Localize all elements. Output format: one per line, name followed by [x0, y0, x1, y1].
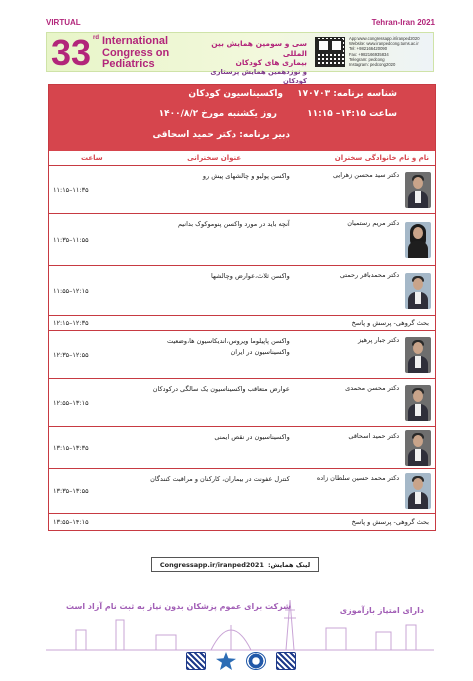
- congress-line-3: Pediatrics: [102, 58, 155, 70]
- talk-title: واکسن ثلاث،عوارض وچالشها: [210, 272, 290, 280]
- talk-time: [49, 331, 135, 378]
- speaker-photo-cell: [401, 166, 435, 213]
- talk-time-text: ۱۲:۱۵–۱۱:۵۵: [53, 286, 89, 295]
- contact-instagram: Instagram: pedcong2020: [349, 62, 396, 68]
- congress-number: 33: [51, 32, 92, 73]
- contact-fax: Fax: +982166935834: [349, 51, 389, 57]
- sponsor-logos: [186, 652, 296, 670]
- talk-time-text: ۱۳:۱۵–۱۲:۵۵: [53, 398, 89, 407]
- speaker-photo: [405, 337, 431, 373]
- program-secretary: دبیر برنامه: دکتر حمید اسحاقی: [152, 130, 290, 140]
- program-time: ساعت ۱۴:۱۵– ۱۱:۱۵: [307, 109, 397, 119]
- talk-time: [49, 427, 135, 468]
- speaker-photo: [405, 430, 431, 466]
- speaker-photo: [405, 385, 431, 421]
- speaker-photo: [405, 273, 431, 309]
- column-header-title: عنوان سخنرانی: [187, 154, 242, 162]
- persian-title: [197, 39, 307, 87]
- persian-title-line-1: سی و سومین همایش بین المللی: [211, 39, 307, 58]
- speaker-name: دکتر سید محسن زهرایی: [333, 171, 400, 179]
- talk-time-text: ۱۴:۱۵–۱۳:۵۵: [53, 518, 89, 526]
- congress-ordinal: rd: [93, 35, 99, 41]
- speaker-photo: [405, 473, 431, 509]
- congress-banner: [46, 32, 434, 85]
- table-row: [49, 331, 435, 379]
- table-row: [49, 379, 435, 427]
- talk-title: عوارض متعاقب واکسیناسیون یک سالگی درکودکان: [152, 385, 290, 393]
- program-code: شناسه برنامه: ۱۷۰۷۰۳: [297, 89, 397, 99]
- speaker-photo-cell: [401, 266, 435, 315]
- speaker-photo-cell: [401, 427, 435, 468]
- congress-link-label: لینک همایش:: [267, 560, 311, 569]
- tehran-skyline-icon: [46, 590, 434, 660]
- program-header: [49, 85, 435, 151]
- table-row: [49, 214, 435, 266]
- talk-time-text: ۱۲:۳۵–۱۲:۱۵: [53, 319, 89, 327]
- column-header-time: ساعت: [80, 154, 103, 162]
- virtual-label: VIRTUAL: [46, 17, 81, 27]
- sponsor-logo-icon: [186, 652, 206, 670]
- speaker-name: دکتر حمید اسحاقی: [348, 432, 400, 440]
- table-column-headers: [49, 151, 435, 166]
- table-row-discussion: [49, 316, 435, 331]
- speaker-photo-cell: [401, 469, 435, 513]
- speaker-photo-cell: [401, 214, 435, 265]
- congress-name: [102, 36, 169, 71]
- talk-title: کنترل عفونت در بیماران، کارکنان و مراقبت کنندگان: [150, 475, 290, 483]
- speaker-photo: [405, 172, 431, 208]
- talk-time: [49, 266, 135, 315]
- talk-time-text: ۱۱:۳۵–۱۱:۱۵: [53, 185, 89, 194]
- table-row: [49, 266, 435, 316]
- contact-app: App:www.congressapp.ir/iranped2020: [349, 36, 420, 41]
- talk-time-text: ۱۳:۵۵–۱۳:۳۵: [53, 487, 89, 495]
- speaker-photo-cell: [401, 379, 435, 426]
- column-header-name: نام و نام خانوادگی سخنران: [334, 154, 429, 162]
- qr-code-icon[interactable]: [315, 37, 345, 67]
- speaker-name: دکتر جبار پرهیز: [358, 336, 400, 344]
- talk-time: [49, 514, 135, 530]
- contact-telegram: Telegram: pedcong: [349, 56, 385, 62]
- talk-time: [49, 166, 135, 213]
- persian-title-line-3: و نوزدهمین همایش پرستاری کودکان: [210, 67, 307, 85]
- speaker-name: دکتر محسن محمدی: [345, 384, 400, 392]
- discussion-label: بحث گروهی- پرسش و پاسخ: [351, 319, 429, 327]
- talk-time: [49, 316, 135, 330]
- talk-time: [49, 469, 135, 513]
- program-date: روز یکشنبه مورخ ۱۴۰۰/۸/۲: [158, 109, 277, 119]
- footer: [46, 590, 434, 675]
- talk-title: واکسیناسیون در نقص ایمنی: [214, 433, 290, 441]
- talk-time-text: ۱۳:۳۵–۱۳:۱۵: [53, 443, 89, 452]
- congress-link-box[interactable]: [151, 557, 319, 572]
- table-row: [49, 166, 435, 214]
- speaker-name: دکتر محمدباقر رحمتی: [339, 271, 400, 279]
- talk-time: [49, 214, 135, 265]
- talk-title: واکسن پاپیلوما ویروس،اندیکاسیون ها،وضعیت واکسیناسیون در ایران: [166, 337, 290, 356]
- program-title: واکسیناسیون کودکان: [188, 89, 283, 99]
- persian-title-line-2: بیماری های کودکان: [235, 58, 307, 67]
- sponsor-logo-icon: [276, 652, 296, 670]
- congress-line-2: Congress on: [102, 46, 170, 59]
- speaker-photo: [405, 222, 431, 258]
- location-label: Tehran-Iran 2021: [371, 17, 435, 27]
- discussion-label: بحث گروهی- پرسش و پاسخ: [351, 518, 429, 526]
- congress-line-1: International: [102, 35, 169, 47]
- speaker-name: دکتر محمد حسین سلطان زاده: [316, 474, 400, 482]
- talk-time-text: ۱۱:۵۵–۱۱:۳۵: [53, 235, 89, 244]
- talk-title: واکسن پولیو و چالشهای پیش رو: [202, 172, 290, 180]
- sponsor-logo-icon: [216, 652, 236, 670]
- speaker-name: دکتر مریم رستمیان: [347, 219, 400, 227]
- free-attendance-note: شرکت برای عموم پزشکان بدون نیاز به ثبت نام آزاد است: [66, 602, 291, 611]
- program-table: [48, 84, 436, 531]
- cme-note: دارای امتیاز بازآموزی: [339, 606, 424, 615]
- speaker-photo-cell: [401, 331, 435, 378]
- contact-tel: Tel: +982166420090: [349, 46, 388, 52]
- congress-link-url[interactable]: Congressapp.ir/iranped2021: [159, 560, 264, 569]
- table-row: [49, 469, 435, 514]
- contact-website: Website: www.iranpedcong.tums.ac.ir: [349, 41, 419, 47]
- talk-time-text: ۱۲:۵۵–۱۲:۳۵: [53, 350, 89, 359]
- contact-info: [349, 36, 420, 67]
- table-row: [49, 427, 435, 469]
- top-bar: [46, 14, 435, 30]
- table-row-discussion: [49, 514, 435, 530]
- talk-time: [49, 379, 135, 426]
- talk-title: آنچه باید در مورد واکسن پنوموکوک بدانیم: [177, 220, 290, 228]
- university-seal-icon: [246, 652, 266, 670]
